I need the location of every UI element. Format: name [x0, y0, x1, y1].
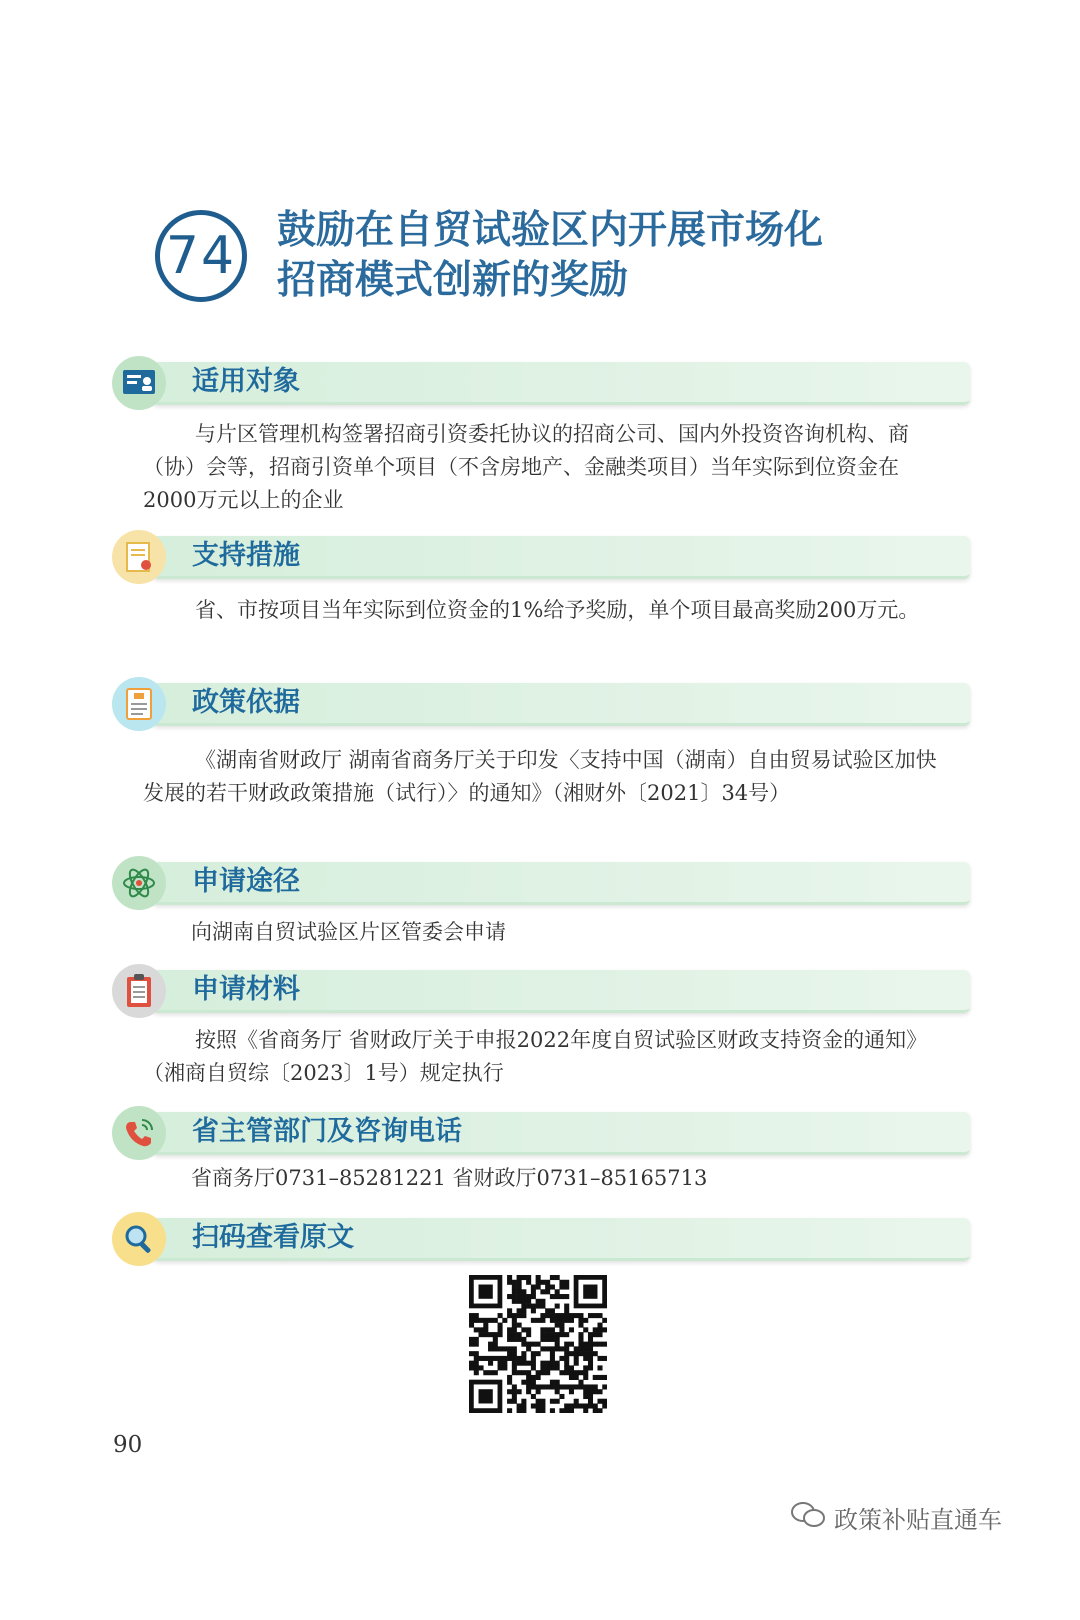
- section-scan-qr: [112, 1212, 970, 1266]
- section-body-contact: 省商务厅0731–85281221 省财政厅0731–85165713: [191, 1166, 708, 1190]
- section-applicable-target: [112, 356, 970, 410]
- id-card-icon: [112, 356, 166, 410]
- section-title: 申请途径: [192, 866, 300, 897]
- section-title: 政策依据: [192, 687, 300, 718]
- section-body-policy-basis: 《湖南省财政厅 湖南省商务厅关于印发〈支持中国（湖南）自由贸易试验区加快发展的若干财政政策措施（试行）〉的通知》（湘财外〔2021〕34号）: [143, 748, 937, 805]
- section-title: 适用对象: [192, 366, 300, 397]
- certificate-icon: [112, 530, 166, 584]
- section-policy-basis: [112, 677, 970, 731]
- section-title: 省主管部门及咨询电话: [192, 1116, 462, 1147]
- section-application-materials: [112, 964, 970, 1018]
- phone-icon: [112, 1106, 166, 1160]
- section-contact: [112, 1106, 970, 1160]
- title-line-1: 鼓励在自贸试验区内开展市场化: [277, 208, 824, 253]
- page-title: [277, 206, 877, 306]
- section-body-application-channel: 向湖南自贸试验区片区管委会申请: [191, 920, 506, 944]
- item-number-badge: 74: [155, 210, 247, 302]
- qr-code[interactable]: [469, 1275, 607, 1413]
- section-title: 支持措施: [192, 540, 300, 571]
- clipboard-icon: [112, 964, 166, 1018]
- title-line-2: 招商模式创新的奖励: [277, 258, 629, 303]
- atom-icon: [112, 856, 166, 910]
- section-title: 扫码查看原文: [192, 1222, 354, 1253]
- magnifier-icon: [112, 1212, 166, 1266]
- wechat-icon: [790, 1501, 826, 1535]
- watermark-text: 政策补贴直通车: [834, 1506, 1002, 1534]
- title-block: [155, 210, 855, 315]
- watermark: [790, 1500, 1002, 1535]
- section-support-measures: [112, 530, 970, 584]
- section-body-support-measures: 省、市按项目当年实际到位资金的1%给予奖励，单个项目最高奖励200万元。: [195, 598, 920, 622]
- section-application-channel: [112, 856, 970, 910]
- section-body-application-materials: 按照《省商务厅 省财政厅关于申报2022年度自贸试验区财政支持资金的通知》（湘商自贸综〔2023〕1号）规定执行: [143, 1028, 928, 1085]
- page-number: 90: [113, 1432, 143, 1458]
- document-icon: [112, 677, 166, 731]
- section-title: 申请材料: [192, 974, 300, 1005]
- section-body-applicable-target: 与片区管理机构签署招商引资委托协议的招商公司、国内外投资咨询机构、商（协）会等，招商引资单个项目（不含房地产、金融类项目）当年实际到位资金在2000万元以上的企业: [143, 422, 909, 512]
